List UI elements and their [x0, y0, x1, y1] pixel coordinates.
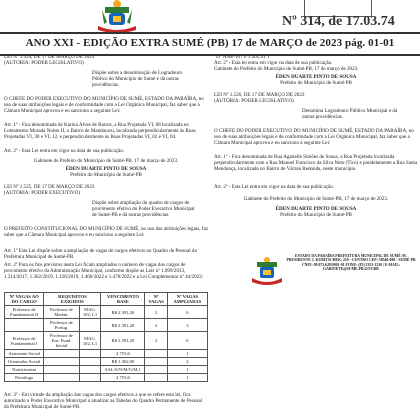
- table-cell: [145, 366, 167, 374]
- law-1524-art1: Art. 1º - Fica denominada de Karina Alves de Barros, a Rua Projetada VI, 08 localizada no Loteamento Morada Nobre II, o Bairro de Mandacaru, localizada perpendicularmente às Ruas Projetadas VI, 30 e VI, 12, e perpendicularmente às Ruas Projetadas VI, 02 e VI, 04.: [4, 122, 196, 141]
- law-1525-art1: Art. 1º Esta Lei dispõe sobre a ampliação de vagas de cargos efetivos no Quadro de Pessoal da Prefeitura Municipal de Sumé-PB.: [4, 248, 197, 261]
- table-cell: R$ 1.302,00: [101, 358, 145, 366]
- law-1524-signature-role: Prefeito do Município de Sumé-PB: [70, 172, 142, 178]
- table-cell: [79, 319, 101, 332]
- law-1524-closing: Gabinete do Prefeito do Município de Sumé-PB, 17 de março de 2023.: [33, 158, 179, 164]
- table-cell: Orientador Social: [5, 358, 44, 366]
- law-1526-art2: Art. 2º - Esta Lei entra em vigor na data de sua publicação.: [214, 184, 335, 190]
- continued-closing: Gabinete do Prefeito do Município de Sumé-PB, 17 de março de 2023.: [214, 66, 359, 72]
- law-1526-signature-name: ÉDEN DUARTE PINTO DE SOUSA: [275, 206, 357, 212]
- table-header: Nº VAGAS: [145, 293, 167, 306]
- table-cell: [79, 374, 101, 382]
- edition-band: [0, 32, 420, 56]
- table-cell: Professor de Portug.: [44, 319, 79, 332]
- table-cell: Psicólogo: [5, 374, 44, 382]
- table-cell: 2: [145, 306, 167, 319]
- table-cell: [5, 319, 44, 332]
- table-cell: R$ 2.391,20: [101, 332, 145, 350]
- table-row: [5, 358, 208, 366]
- law-1526-art1: Art. 1º - Fica denominada de Rua Agatielle Simões de Sousa, a Rua Projetada localizada perpendicularmente com a Rua Manoel Francisco da Silva Neto (Tico) e paralelamente a Rua Santa Mendonça, localizada no Bairro de Várzea Redonda, neste município.: [214, 154, 418, 173]
- continued-signature-name: ÉDEN DUARTE PINTO DE SOUSA: [275, 74, 357, 80]
- table-cell: 2: [145, 332, 167, 350]
- law-1525-preamble: O PREFEITO CONSTITUCIONAL DO MUNICÍPIO DE SUMÉ, no uso das atribuições legais, faz saber que a Câmara Municipal aprovou e eu sanciono a seguinte Lei:: [4, 226, 209, 239]
- law-1525-title: LEI Nº 1.525, DE 17 DE MARÇO DE 2023: [4, 184, 95, 190]
- table-cell: 6: [167, 306, 207, 319]
- table-cell: Professor de Fundamental I: [5, 332, 44, 350]
- table-cell: R$ 2.391,20: [101, 306, 145, 319]
- table-cell: [79, 350, 101, 358]
- table-row: [5, 366, 208, 374]
- table-cell: MAG. 102, L1: [79, 306, 101, 319]
- table-cell: 2.753,6: [101, 374, 145, 382]
- masthead: [0, 0, 420, 34]
- municipal-crest-icon: [94, 0, 140, 32]
- table-cell: 3: [167, 319, 207, 332]
- table-cell: Professor de Fundamental II: [5, 306, 44, 319]
- table-cell: [44, 366, 79, 374]
- table-cell: [44, 350, 79, 358]
- table-cell: 1: [167, 350, 207, 358]
- table-header: Nº VAGAS AO DO CARGO: [5, 293, 44, 306]
- table-cell: Assistente Social: [5, 350, 44, 358]
- table-cell: 2.753,6: [101, 350, 145, 358]
- table-cell: Professor de Ens. Fund. Inicial: [44, 332, 79, 350]
- law-1524-art2: Art. 2º - Esta Lei entra em vigor na data de sua publicação.: [4, 148, 125, 154]
- table-header: Nº VAGAS AMPLIADAS: [167, 293, 207, 306]
- table-cell: 2: [167, 358, 207, 366]
- table-cell: [145, 358, 167, 366]
- law-1525-author: (AUTORIA: PODER EXECUTIVO): [4, 190, 81, 196]
- table-cell: MAG. 102, L1: [79, 332, 101, 350]
- table-cell: 1: [167, 374, 207, 382]
- table-cell: [145, 374, 167, 382]
- table-cell: SAL/S/N/M/G/M,1: [101, 366, 145, 374]
- table-row: [5, 332, 208, 350]
- edition-number: Nº 314, de 17.03.74: [282, 14, 395, 29]
- table-row: [5, 374, 208, 382]
- law-1524-title: LEI Nº 1.524, DE 17 DE MARÇO DE 2023: [4, 54, 95, 60]
- municipal-seal-icon: [250, 256, 284, 286]
- law-1524-author: (AUTORIA: PODER LEGISLATIVO): [4, 60, 84, 66]
- table-cell: R$ 2.391,20: [101, 319, 145, 332]
- continued-signature-role: Prefeito do Município de Sumé-PB: [280, 80, 352, 86]
- continued-art2: Art. 2º - Esta lei entra em vigor na data de sua publicação.: [214, 60, 333, 66]
- crest-letterhead-text: ESTADO DA PARAÍBA PREFEITURA MUNICIPAL DE SUMÉ AV. PRESIDENTE J. KUBITSCHEK, 210 - CENTRO CEP: 58540-000 - SUMÉ-PB CNPJ: 09.073.628/0001-91 FONE: (83) 3353-1330 | E-MAIL: GABINETE@SUME.PB.GOV.BR: [286, 254, 416, 272]
- table-cell: 6: [167, 332, 207, 350]
- table-cell: [44, 358, 79, 366]
- law-1524-signature-name: ÉDEN DUARTE PINTO DE SOUSA: [65, 166, 147, 172]
- continued-line: "D" ANE-107 6 1.301,41 1: [214, 54, 270, 60]
- law-1526-closing: Gabinete do Prefeito do Município de Sumé-PB, 17 de março de 2023.: [243, 196, 389, 202]
- table-row: [5, 319, 208, 332]
- table-row: [5, 306, 208, 319]
- table-cell: Professor de Matem.: [44, 306, 79, 319]
- edition-band-text: ANO XXI - EDIÇÃO EXTRA SUMÉ (PB) 17 de MARÇO de 2023 pág. 01-01: [25, 37, 395, 49]
- law-1524-preamble: O CHEFE DO PODER EXECUTIVO DO MUNICÍPIO DE SUMÉ, ESTADO DA PARAÍBA, no uso de suas atribuições legais e de conformidade com a Lei Orgânica Municipal, faz saber que a Câmara Municipal aprovou e eu sanciono a seguinte Lei:: [4, 96, 204, 115]
- law-1525-summary: Dispõe sobre ampliação do quadro de cargos de provimento efetivo do Poder Executivo Municipal de Sumé-PB e dá outras providências.: [92, 200, 195, 219]
- law-1525-art3: Art. 3º - Em virtude da ampliação das vagas dos cargos efetivos a que se refere esta lei, fica autorizado o Poder Executivo Municipal a atualizar as Tabelas do Quadro Permanente de Pessoal da Prefeitura Municipal de Sumé-PB.: [4, 392, 202, 411]
- table-cell: [79, 358, 101, 366]
- table-cell: Nutricionista: [5, 366, 44, 374]
- law-1526-author: (AUTORIA: PODER LEGISLATIVO): [214, 98, 294, 104]
- table-cell: [44, 374, 79, 382]
- table-row: [5, 350, 208, 358]
- law-1526-signature-role: Prefeito do Município de Sumé-PB: [280, 212, 352, 218]
- table-cell: 2: [145, 319, 167, 332]
- table-cell: [79, 366, 101, 374]
- law-1525-art2: Art. 2º Para os fins previstos nesta Lei ficam ampliados o número de vagas dos cargos de provimento efetivo da Administração Municipal, conforme dispõe as Leis nº 1.099/2013, 1.214/2017, 1.302/2019, 1.326/2019, 1.460/2022 e 1.478/2022 e a Lei Complementar nº 44/2022:: [4, 262, 204, 281]
- vacancies-table: [4, 292, 208, 382]
- law-1526-summary: Denomina Logradouro Público Municipal e dá outras providências.: [302, 108, 398, 121]
- law-1526-title: LEI Nº 1.526, DE 17 DE MARÇO DE 2023: [214, 92, 305, 98]
- table-cell: 1: [167, 366, 207, 374]
- law-1526-preamble: O CHEFE DO PODER EXECUTIVO DO MUNICÍPIO DE SUMÉ, ESTADO DA PARAÍBA, no uso de suas atribuições legais e de conformidade com a Lei Orgânica Municipal, faz saber que a Câmara Municipal aprovou e eu sanciono a seguinte Lei:: [214, 128, 414, 147]
- law-1524-summary: Dispõe sobre a denominação de Logradouro Público do Município de Sumé e dá outras providências.: [92, 70, 183, 89]
- table-header: REQUISITOS EXIGIDOS: [44, 293, 101, 306]
- table-cell: [145, 350, 167, 358]
- table-header: VENCIMENTO BASE: [101, 293, 145, 306]
